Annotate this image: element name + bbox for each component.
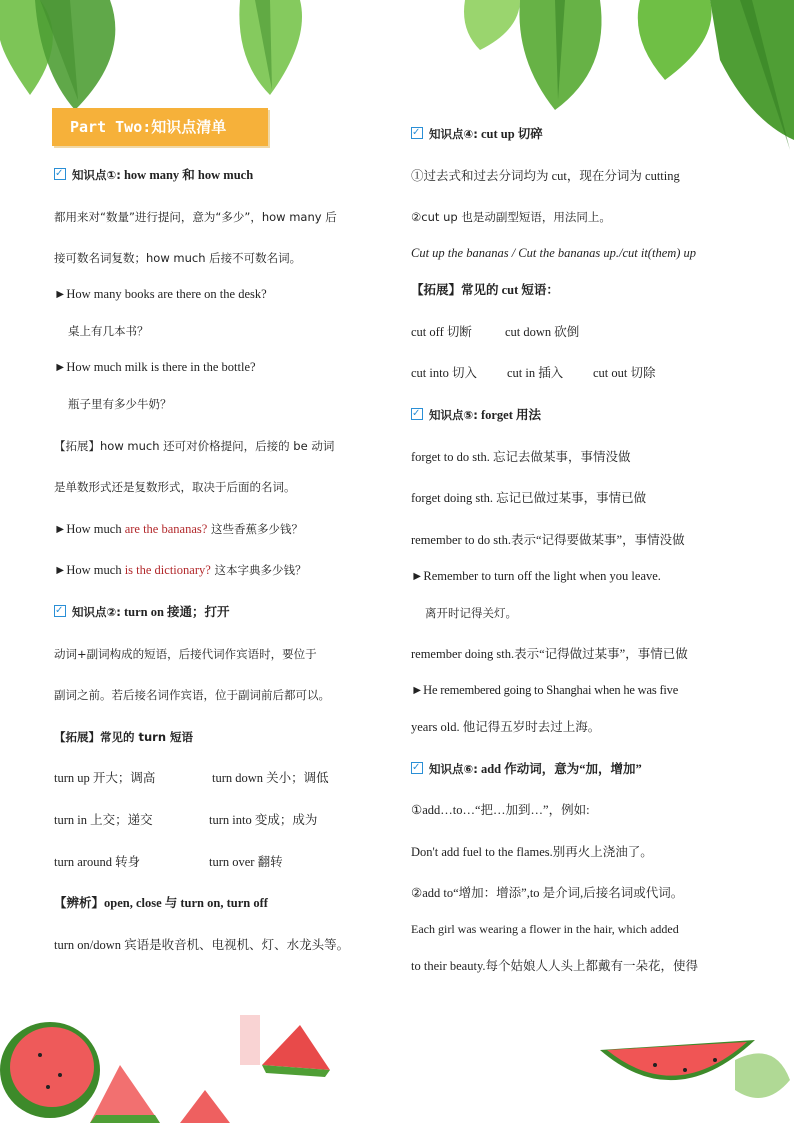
paragraph: 都用来对“数量”进行提问，意为“多少”，how many 后 bbox=[54, 210, 337, 224]
paragraph: ②cut up 也是动副型短语，用法同上。 bbox=[411, 210, 611, 224]
paragraph: 副词之前。若后接名词作宾语，位于副词前后都可以。 bbox=[54, 688, 330, 702]
phrase-item: cut off 切断 bbox=[411, 325, 472, 339]
checkbox-icon bbox=[411, 408, 423, 420]
phrase-item: cut out 切除 bbox=[593, 366, 656, 380]
knowledge-point-5-heading: ✓知识点⑤: forget 用法 bbox=[411, 406, 541, 424]
paragraph: 接可数名词复数；how much 后接不可数名词。 bbox=[54, 251, 302, 265]
example-sentence: ►How many books are there on the desk? bbox=[54, 287, 267, 301]
checkbox-icon bbox=[411, 762, 423, 774]
phrase-item: cut into 切入 bbox=[411, 366, 477, 380]
extension-note: 【拓展】常见的 turn 短语 bbox=[54, 730, 194, 744]
knowledge-point-2-heading: ✓知识点②: turn on 接通；打开 bbox=[54, 603, 230, 621]
paragraph: 动词+副词构成的短语，后接代词作宾语时，要位于 bbox=[54, 647, 317, 661]
paragraph: ①add…to…“把…加到…”，例如: bbox=[411, 803, 590, 817]
knowledge-point-1-heading: ✓知识点①: how many 和 how much bbox=[54, 166, 253, 184]
paragraph: 是单数形式还是复数形式，取决于后面的名词。 bbox=[54, 480, 296, 494]
extension-note: 【拓展】how much 还可对价格提问，后接的 be 动词 bbox=[54, 439, 335, 453]
paragraph: turn on/down 宾语是收音机、电视机、灯、水龙头等。 bbox=[54, 938, 350, 952]
example-sentence: ►How much milk is there in the bottle? bbox=[54, 360, 256, 374]
phrase-item: turn over 翻转 bbox=[209, 855, 283, 869]
page-title: Part Two:知识点清单 bbox=[52, 108, 268, 146]
example-sentence: ►How much is the dictionary? 这本字典多少钱？ bbox=[54, 563, 307, 577]
example-translation: 桌上有几本书？ bbox=[68, 324, 149, 338]
comparison-note: 【辨析】open, close 与 turn on, turn off bbox=[54, 896, 268, 910]
watermelon-illustration-right bbox=[595, 1020, 794, 1123]
phrase-item: cut in 插入 bbox=[507, 366, 564, 380]
example-sentence: to their beauty.每个姑娘人人头上都戴有一朵花，使得 bbox=[411, 959, 699, 973]
paragraph: remember doing sth.表示“记得做过某事”，事情已做 bbox=[411, 647, 688, 661]
example-sentence: Don't add fuel to the flames.别再火上浇油了。 bbox=[411, 845, 653, 859]
leaf-decoration-top-right bbox=[460, 0, 794, 180]
extension-note: 【拓展】常见的 cut 短语： bbox=[411, 283, 559, 297]
example-translation: 离开时记得关灯。 bbox=[425, 606, 517, 620]
phrase-item: turn around 转身 bbox=[54, 855, 141, 869]
leaf-decoration-top-left bbox=[0, 0, 320, 110]
example-sentence: years old. 他记得五岁时去过上海。 bbox=[411, 720, 601, 734]
example-sentence: ►Remember to turn off the light when you leave. bbox=[411, 569, 661, 583]
knowledge-point-4-heading: ✓知识点④: cut up 切碎 bbox=[411, 125, 543, 143]
phrase-item: turn down 关小；调低 bbox=[212, 771, 329, 785]
example-sentence: ►How much are the bananas? 这些香蕉多少钱？ bbox=[54, 522, 303, 536]
knowledge-point-6-heading: ✓知识点⑥: add 作动词，意为“加，增加” bbox=[411, 760, 642, 778]
example-sentence: ►He remembered going to Shanghai when he was five bbox=[411, 683, 679, 697]
paragraph: forget doing sth. 忘记已做过某事，事情已做 bbox=[411, 491, 647, 505]
phrase-item: turn into 变成；成为 bbox=[209, 813, 318, 827]
paragraph: ①过去式和过去分词均为 cut，现在分词为 cutting bbox=[411, 169, 680, 183]
checkbox-icon bbox=[54, 168, 66, 180]
phrase-item: turn in 上交；递交 bbox=[54, 813, 153, 827]
example-sentence: Cut up the bananas / Cut the bananas up./cut it(them) up bbox=[411, 246, 697, 260]
paragraph: forget to do sth. 忘记去做某事，事情没做 bbox=[411, 450, 631, 464]
example-sentence: Each girl was wearing a flower in the hair, which added bbox=[411, 922, 679, 936]
checkbox-icon bbox=[54, 605, 66, 617]
watermelon-illustration-left bbox=[0, 995, 340, 1123]
example-translation: 瓶子里有多少牛奶？ bbox=[68, 397, 172, 411]
checkbox-icon bbox=[411, 127, 423, 139]
paragraph: ②add to“增加：增添”,to 是介词,后接名词或代词。 bbox=[411, 886, 684, 900]
phrase-item: turn up 开大；调高 bbox=[54, 771, 156, 785]
paragraph: remember to do sth.表示“记得要做某事”，事情没做 bbox=[411, 533, 685, 547]
phrase-item: cut down 砍倒 bbox=[505, 325, 580, 339]
